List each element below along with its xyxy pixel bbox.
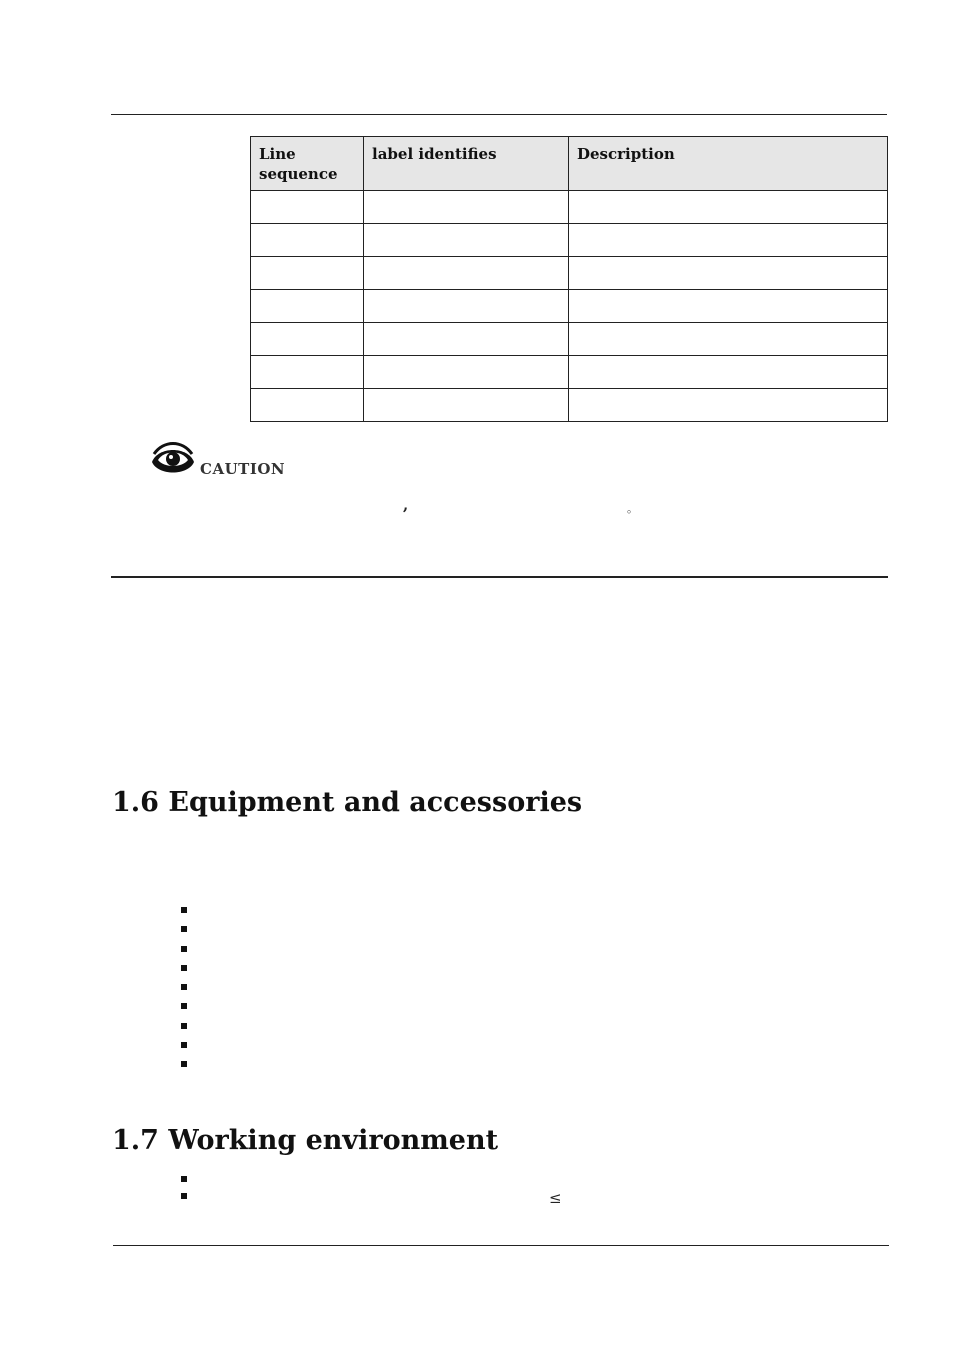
table-row xyxy=(251,290,888,323)
table-row xyxy=(251,224,888,257)
list-item xyxy=(181,1003,187,1009)
table-row xyxy=(251,257,888,290)
eye-icon xyxy=(150,440,196,478)
table-cell xyxy=(569,356,888,389)
table-row xyxy=(251,389,888,422)
line-sequence-table xyxy=(250,136,888,422)
table-cell xyxy=(569,323,888,356)
table-cell xyxy=(251,356,364,389)
table-cell xyxy=(569,257,888,290)
table-cell xyxy=(251,389,364,422)
table-cell xyxy=(364,257,569,290)
table-cell xyxy=(364,356,569,389)
table-cell xyxy=(251,191,364,224)
section-heading-equipment: 1.6 Equipment and accessories xyxy=(112,787,583,818)
table-row xyxy=(251,323,888,356)
list-item xyxy=(181,1023,187,1029)
table-row xyxy=(251,356,888,389)
less-equal-symbol: ≤ xyxy=(549,1189,562,1207)
table-cell xyxy=(251,224,364,257)
environment-bullet-list xyxy=(181,1176,187,1210)
caution-fragment-comma: , xyxy=(403,496,409,514)
table-cell xyxy=(569,224,888,257)
list-item xyxy=(181,965,187,971)
list-item xyxy=(181,1176,187,1182)
header-description xyxy=(569,137,888,191)
caution-notice xyxy=(150,440,290,480)
header-label-identifies-label: label identifies xyxy=(372,145,497,163)
table-row xyxy=(251,191,888,224)
table-cell xyxy=(569,191,888,224)
table-cell xyxy=(251,323,364,356)
table-header-row xyxy=(251,137,888,191)
table-cell xyxy=(251,290,364,323)
table-cell xyxy=(251,257,364,290)
table-cell xyxy=(569,389,888,422)
list-item xyxy=(181,1042,187,1048)
header-line-sequence xyxy=(251,137,364,191)
table-cell xyxy=(364,191,569,224)
table-cell xyxy=(364,290,569,323)
section-heading-environment: 1.7 Working environment xyxy=(112,1125,499,1156)
list-item xyxy=(181,946,187,952)
caution-end-rule xyxy=(111,576,888,578)
header-rule xyxy=(111,114,887,115)
list-item xyxy=(181,1193,187,1199)
header-label-identifies xyxy=(364,137,569,191)
table-cell xyxy=(364,224,569,257)
footer-rule xyxy=(113,1245,889,1246)
list-item xyxy=(181,1061,187,1067)
list-item xyxy=(181,907,187,913)
header-description-label: Description xyxy=(577,145,675,163)
caution-label: CAUTION xyxy=(200,460,286,478)
list-item xyxy=(181,926,187,932)
header-line-sequence-label: Line sequence xyxy=(259,145,338,183)
table-cell xyxy=(364,323,569,356)
table-cell xyxy=(569,290,888,323)
equipment-bullet-list xyxy=(181,907,187,1081)
list-item xyxy=(181,984,187,990)
caution-fragment-period: 。 xyxy=(627,502,638,515)
table-cell xyxy=(364,389,569,422)
